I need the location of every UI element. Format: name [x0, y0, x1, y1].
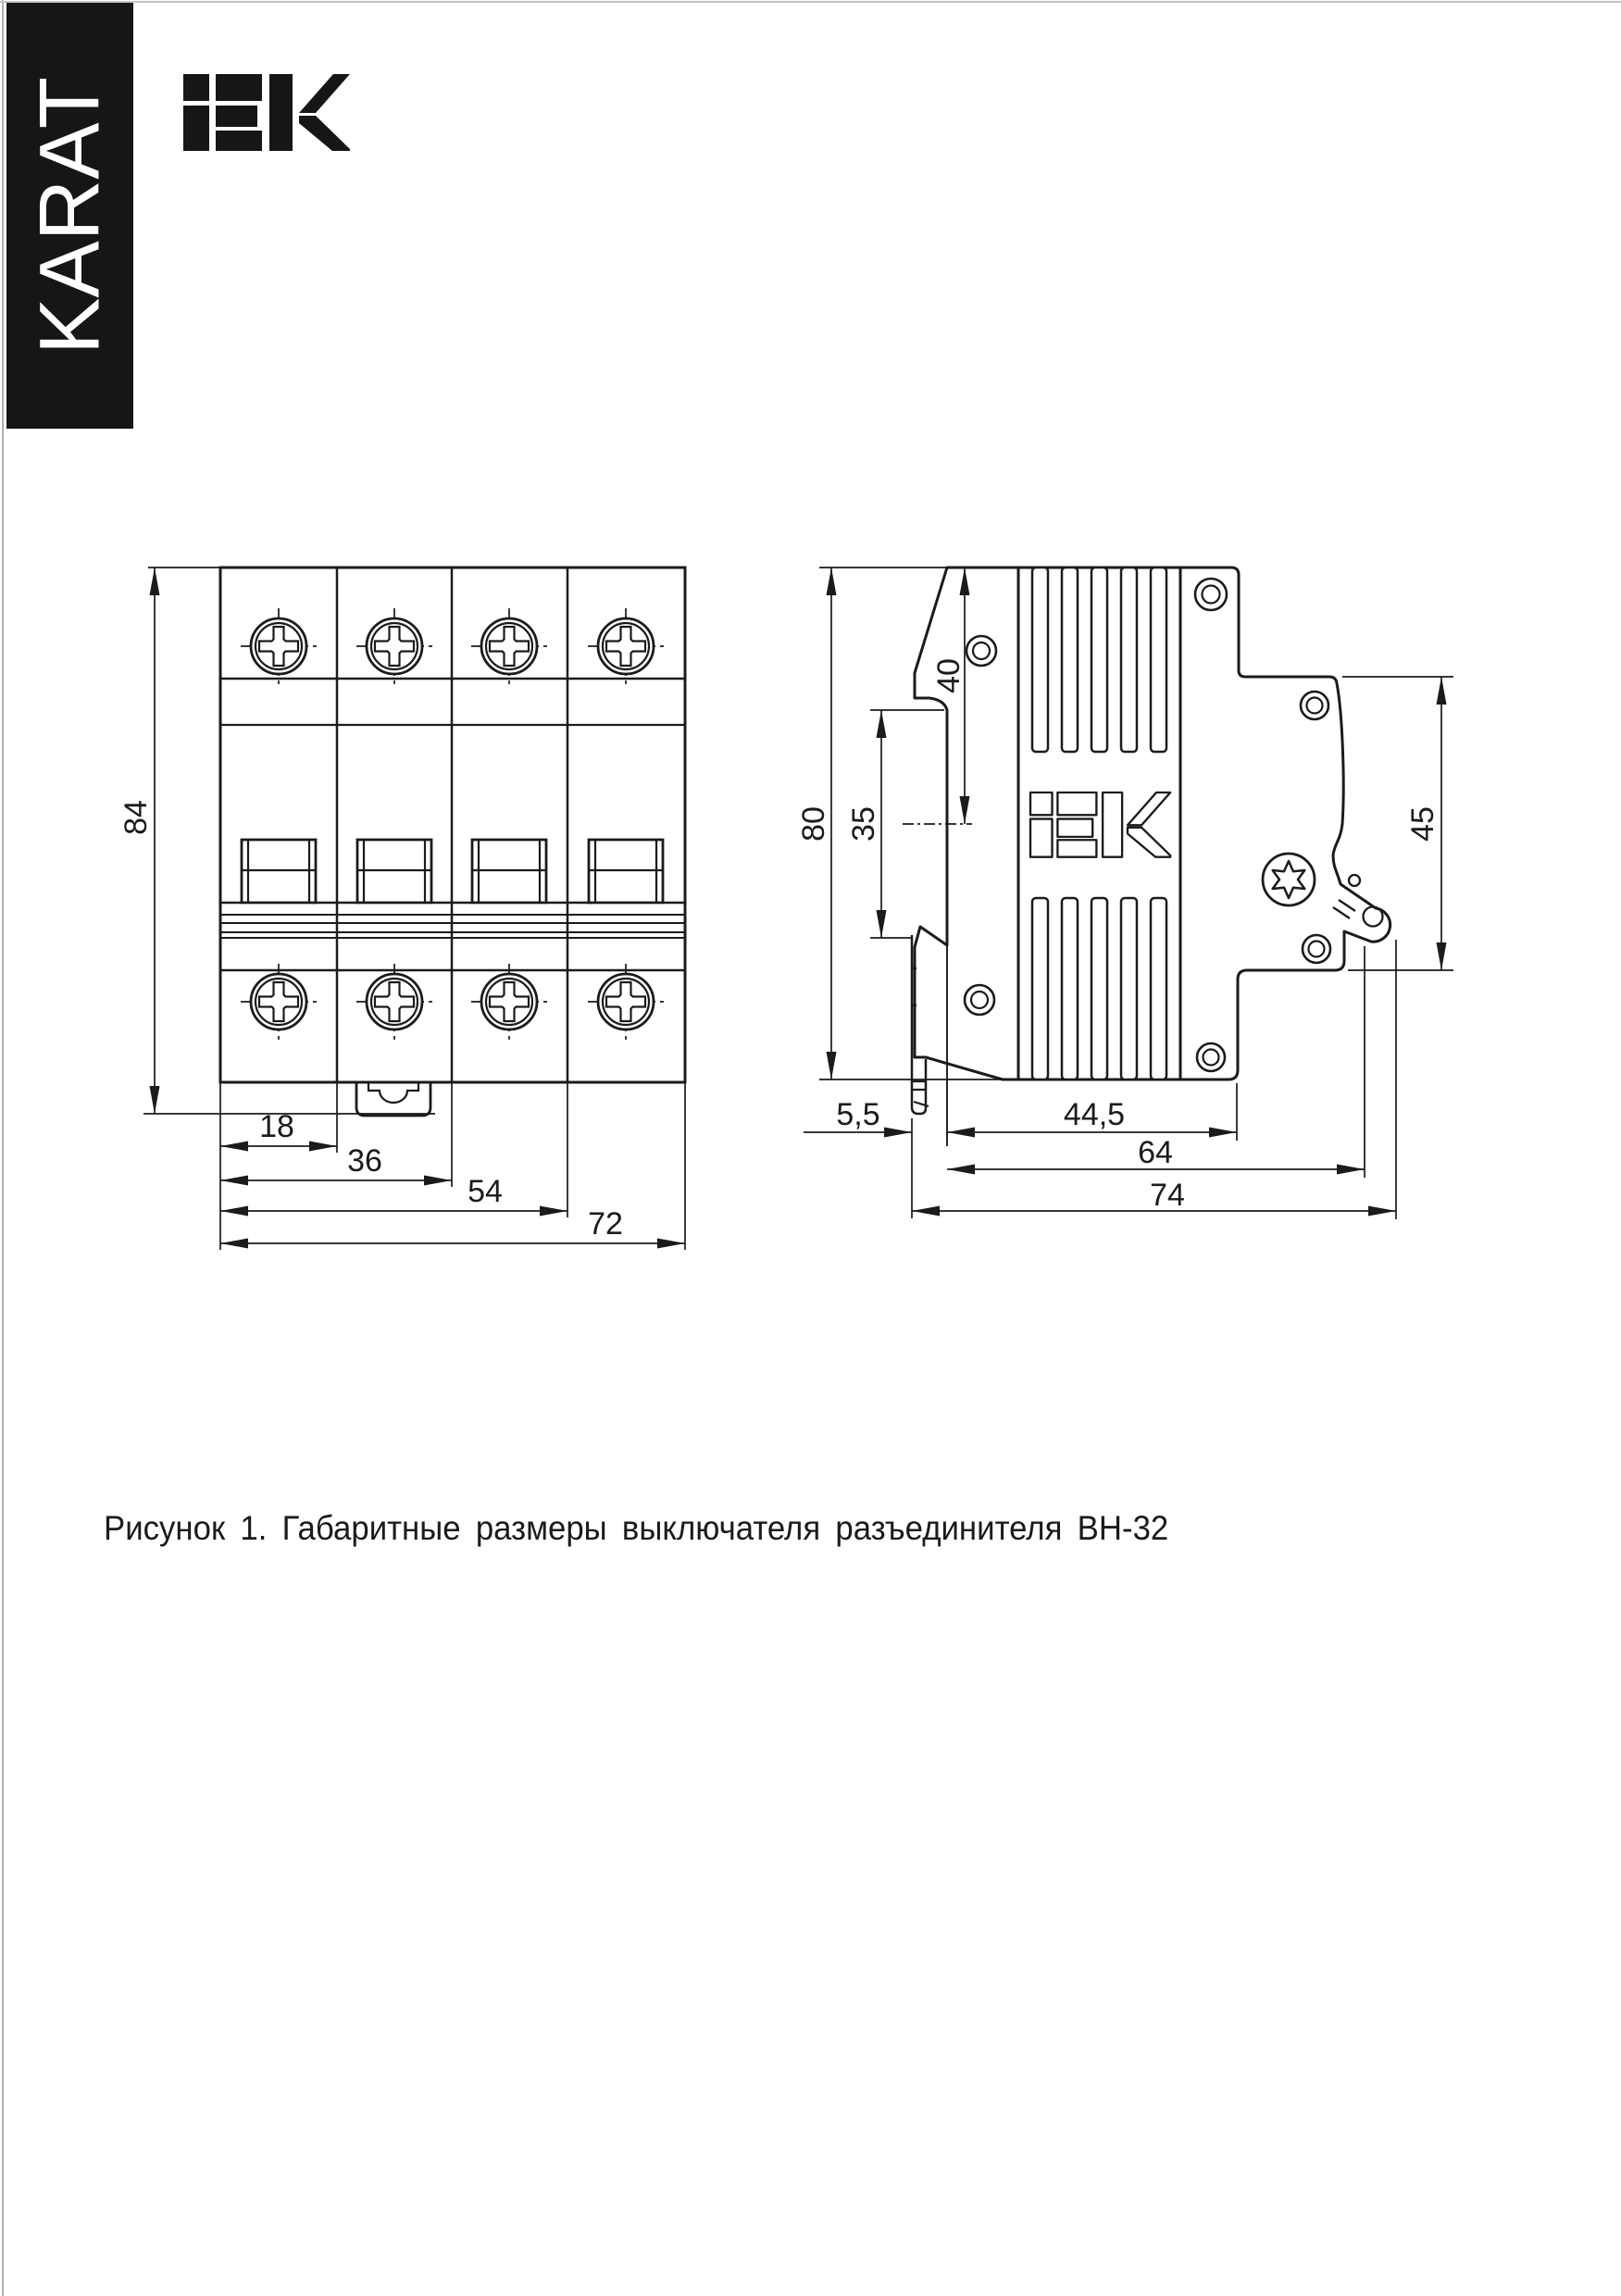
karat-banner — [6, 3, 133, 429]
dim-front-pole3: 54 — [468, 1174, 503, 1209]
toggle-handle — [472, 840, 546, 903]
screw-icon — [1301, 692, 1328, 719]
karat-label: KARAT — [22, 77, 117, 355]
dim-side-height: 80 — [796, 806, 831, 842]
screw-icon — [1197, 1043, 1225, 1071]
iek-logo — [183, 74, 352, 153]
screw-icon — [965, 985, 994, 1015]
dim-side-top-to-rail: 40 — [931, 658, 966, 693]
toggle-handle — [589, 840, 663, 903]
dim-side-front: 45 — [1405, 806, 1440, 842]
page-edge-top — [0, 1, 1621, 3]
dim-side-clip-offset: 5,5 — [836, 1097, 880, 1132]
dim-front-pole2: 36 — [347, 1143, 382, 1179]
screw-icon — [966, 636, 996, 666]
figure-caption: Рисунок 1. Габаритные размеры выключателя разъединителя ВН-32 — [104, 1509, 1169, 1547]
dim-front-height: 84 — [118, 800, 154, 835]
toggle-handle — [357, 840, 431, 903]
toggle-handle — [242, 840, 316, 903]
side-view-drawing — [778, 518, 1467, 1268]
dim-front-width: 72 — [588, 1206, 623, 1242]
dim-side-body-depth: 44,5 — [1063, 1097, 1126, 1132]
front-view-drawing — [93, 518, 704, 1259]
iek-logo-glyphs — [183, 74, 350, 151]
dim-side-din-rail: 35 — [846, 806, 881, 842]
page-edge-left — [2, 0, 4, 2296]
dim-side-total-depth: 74 — [1150, 1178, 1185, 1213]
screw-icon — [1303, 935, 1330, 963]
dim-front-pole1: 18 — [259, 1109, 294, 1144]
dim-side-depth-to-lever: 64 — [1138, 1135, 1173, 1170]
torx-screw-icon — [1263, 854, 1315, 905]
din-clip-front — [356, 1082, 430, 1116]
screw-icon — [1195, 579, 1227, 610]
pivot-pin — [1349, 875, 1360, 886]
